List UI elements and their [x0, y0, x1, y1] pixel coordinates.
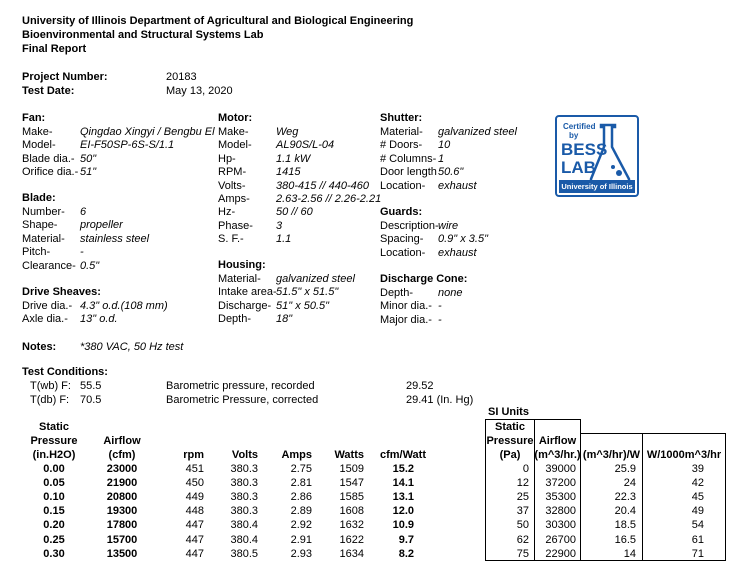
si-pressure-cell: 25 — [516, 491, 529, 504]
airflow-cell: 23000 — [106, 463, 138, 475]
static-pressure-cell: 0.25 — [43, 533, 65, 546]
th-volts: Volts — [231, 449, 258, 461]
th-cfm-per-watt: cfm/Watt — [379, 449, 426, 461]
th-si-power: W/1000m^3/hr — [646, 449, 722, 461]
notes-label: Notes: — [22, 341, 57, 353]
cfm-per-watt-cell: 8.2 — [398, 547, 414, 560]
drive-title: Drive Sheaves: — [22, 286, 101, 298]
cfm-per-watt-cell: 15.2 — [392, 463, 414, 475]
si-airflow-cell: 35300 — [545, 491, 576, 504]
shutter-value: galvanized steel — [438, 126, 517, 138]
cfm-per-watt-cell: 14.1 — [392, 477, 414, 490]
motor-title: Motor: — [218, 112, 253, 124]
fan-label: Make- — [22, 126, 53, 138]
test-conditions-title: Test Conditions: — [22, 366, 108, 378]
cone-label: Depth- — [380, 287, 414, 299]
cfm-per-watt-cell: 9.7 — [398, 533, 414, 546]
cone-value: - — [438, 300, 442, 313]
fan-label: Model- — [22, 139, 56, 152]
motor-label: Phase- — [218, 219, 253, 232]
motor-value: 1.1 kW — [276, 152, 311, 165]
th-si-airflow-1: Airflow — [538, 435, 577, 447]
volts-cell: 380.3 — [230, 505, 258, 518]
drive-label: Drive dia.- — [22, 300, 73, 312]
cfm-per-watt-cell: 12.0 — [392, 505, 414, 518]
si-airflow-cell: 30300 — [545, 519, 576, 532]
motor-label: Amps- — [218, 193, 250, 205]
th-si-static-3: (Pa) — [499, 449, 521, 461]
fan-label: Blade dia.- — [22, 152, 75, 165]
static-pressure-cell: 0.20 — [43, 519, 65, 532]
shutter-value: 10 — [438, 139, 451, 152]
fan-value: 51" — [80, 166, 97, 179]
project-number-label: Project Number: — [22, 71, 108, 83]
si-airflow-cell: 22900 — [545, 547, 576, 560]
shutter-value: 50.6" — [438, 166, 464, 179]
baro-recorded-label: Barometric pressure, recorded — [166, 380, 315, 392]
motor-label: Model- — [218, 139, 252, 152]
fan-label: Orifice dia.- — [22, 166, 79, 179]
housing-title: Housing: — [218, 259, 266, 271]
bess-lab-logo — [555, 115, 639, 197]
guards-value: exhaust — [438, 246, 477, 259]
blade-value: - — [80, 246, 84, 259]
tdb-value: 70.5 — [80, 394, 102, 406]
blade-label: Pitch- — [22, 246, 51, 259]
th-rpm: rpm — [183, 449, 204, 461]
housing-label: Material- — [218, 273, 261, 285]
guards-label: Spacing- — [380, 233, 424, 246]
si-efficiency-cell: 16.5 — [614, 533, 636, 546]
rpm-cell: 447 — [185, 533, 204, 546]
volts-cell: 380.5 — [230, 547, 258, 560]
drive-value: 4.3" o.d.(108 mm) — [80, 300, 168, 312]
amps-cell: 2.89 — [290, 505, 312, 518]
cone-value: - — [438, 313, 442, 326]
si-power-cell: 45 — [691, 491, 704, 504]
volts-cell: 380.3 — [230, 491, 258, 504]
watts-cell: 1632 — [339, 519, 364, 532]
shutter-value: 1 — [438, 152, 445, 165]
shutter-label: # Doors- — [380, 139, 423, 152]
si-efficiency-cell: 18.5 — [614, 519, 636, 532]
logo-certified: Certified — [563, 122, 596, 131]
th-amps: Amps — [281, 449, 312, 461]
si-power-cell: 54 — [691, 519, 704, 532]
th-static-1: Static — [39, 421, 69, 433]
th-airflow-1: Airflow — [103, 435, 141, 447]
logo-lab: LAB — [561, 158, 596, 177]
si-power-cell: 42 — [691, 477, 704, 490]
airflow-cell: 21900 — [106, 477, 138, 490]
rpm-cell: 450 — [185, 477, 204, 490]
volts-cell: 380.4 — [230, 533, 258, 546]
motor-label: Hp- — [218, 152, 236, 165]
th-static-2: Pressure — [30, 435, 78, 447]
baro-corrected-label: Barometric Pressure, corrected — [166, 394, 319, 406]
housing-value: 51" x 50.5" — [276, 299, 330, 312]
blade-value: propeller — [80, 219, 123, 232]
fan-value: EI-F50SP-6S-S/1.1 — [80, 139, 175, 152]
rpm-cell: 448 — [185, 505, 204, 518]
cone-label: Major dia.- — [380, 313, 432, 326]
guards-title: Guards: — [380, 206, 423, 218]
motor-value: 2.63-2.56 // 2.26-2.21 — [276, 193, 382, 205]
si-pressure-cell: 37 — [516, 505, 529, 518]
motor-value: 50 // 60 — [276, 206, 313, 219]
logo-bess: BESS — [561, 140, 608, 159]
cfm-per-watt-cell: 10.9 — [392, 519, 414, 532]
si-power-cell: 49 — [691, 505, 704, 518]
logo-by: by — [569, 131, 579, 140]
th-static-3: (in.H2O) — [32, 449, 76, 461]
rpm-cell: 449 — [185, 491, 204, 504]
test-date-label: Test Date: — [22, 85, 75, 97]
si-power-cell: 39 — [691, 463, 704, 475]
amps-cell: 2.86 — [290, 491, 312, 504]
amps-cell: 2.91 — [290, 533, 312, 546]
notes-value: *380 VAC, 50 Hz test — [80, 341, 184, 353]
logo-university: University of Illinois — [559, 180, 635, 193]
housing-value: galvanized steel — [276, 273, 355, 285]
motor-value: Weg — [276, 126, 299, 138]
test-date: May 13, 2020 — [166, 85, 233, 97]
watts-cell: 1585 — [339, 491, 364, 504]
shutter-value: exhaust — [438, 179, 477, 192]
fan-title: Fan: — [22, 112, 46, 124]
header-line-3: Final Report — [22, 43, 87, 55]
shutter-label: Material- — [380, 126, 423, 138]
tdb-label: T(db) F: — [30, 394, 70, 406]
motor-value: 380-415 // 440-460 — [276, 179, 369, 192]
si-efficiency-cell: 25.9 — [614, 463, 636, 475]
si-units-label: SI Units — [488, 406, 529, 418]
motor-value: 1.1 — [276, 233, 292, 246]
blade-label: Material- — [22, 232, 65, 245]
si-pressure-cell: 75 — [516, 547, 529, 560]
blade-value: stainless steel — [80, 232, 150, 245]
fan-value: Qingdao Xingyi / Bengbu El — [80, 126, 215, 138]
cone-value: none — [438, 287, 463, 299]
si-airflow-cell: 32800 — [545, 505, 576, 518]
motor-value: 1415 — [276, 166, 301, 179]
header-line-2: Bioenvironmental and Structural Systems Lab — [22, 29, 264, 41]
watts-cell: 1634 — [339, 547, 364, 560]
fan-value: 50" — [80, 152, 97, 165]
drive-label: Axle dia.- — [22, 313, 68, 326]
blade-title: Blade: — [22, 192, 56, 204]
housing-label: Depth- — [218, 313, 252, 326]
volts-cell: 380.3 — [230, 477, 258, 490]
baro-corrected-value: 29.41 (In. Hg) — [406, 394, 474, 406]
watts-cell: 1547 — [339, 477, 364, 490]
airflow-cell: 20800 — [106, 491, 138, 504]
volts-cell: 380.3 — [230, 463, 258, 475]
cone-title: Discharge Cone: — [380, 273, 468, 285]
si-power-cell: 61 — [691, 533, 704, 546]
si-efficiency-cell: 24 — [623, 477, 636, 490]
shutter-label: Door length — [380, 166, 437, 179]
twb-value: 55.5 — [80, 380, 102, 392]
motor-label: RPM- — [218, 166, 247, 179]
guards-value: wire — [438, 220, 459, 232]
watts-cell: 1608 — [339, 505, 364, 518]
watts-cell: 1509 — [339, 463, 364, 475]
baro-recorded-value: 29.52 — [406, 380, 434, 392]
si-pressure-cell: 0 — [522, 463, 529, 475]
shutter-title: Shutter: — [380, 112, 423, 124]
volts-cell: 380.4 — [230, 519, 258, 532]
cfm-per-watt-cell: 13.1 — [392, 491, 414, 504]
cone-label: Minor dia.- — [380, 300, 432, 313]
drive-value: 13" o.d. — [80, 313, 118, 326]
motor-label: S. F.- — [218, 233, 244, 246]
header-line-1: University of Illinois Department of Agricultural and Biological Engineering — [22, 15, 414, 27]
amps-cell: 2.92 — [290, 519, 312, 532]
rpm-cell: 447 — [185, 547, 204, 560]
th-watts: Watts — [334, 449, 364, 461]
guards-label: Description- — [380, 220, 439, 232]
th-si-airflow-2: (m^3/hr.) — [534, 449, 581, 461]
blade-value: 6 — [80, 206, 87, 218]
si-pressure-cell: 12 — [516, 477, 529, 490]
shutter-label: Location- — [380, 179, 426, 192]
si-power-cell: 71 — [691, 547, 704, 560]
amps-cell: 2.93 — [290, 547, 312, 560]
rpm-cell: 451 — [185, 463, 204, 475]
si-pressure-cell: 50 — [516, 519, 529, 532]
motor-label: Hz- — [218, 206, 236, 219]
guards-value: 0.9" x 3.5" — [438, 233, 489, 246]
motor-label: Make- — [218, 126, 249, 138]
amps-cell: 2.75 — [290, 463, 312, 475]
motor-value: AL90S/L-04 — [276, 139, 335, 152]
airflow-cell: 19300 — [106, 505, 138, 518]
static-pressure-cell: 0.10 — [43, 491, 65, 504]
blade-label: Clearance- — [22, 259, 76, 272]
th-airflow-2: (cfm) — [108, 449, 136, 461]
static-pressure-cell: 0.30 — [43, 547, 65, 560]
watts-cell: 1622 — [339, 533, 364, 546]
blade-label: Shape- — [22, 219, 58, 232]
blade-value: 0.5" — [80, 259, 100, 272]
housing-value: 18" — [276, 313, 293, 326]
static-pressure-cell: 0.00 — [43, 463, 65, 475]
shutter-label: # Columns- — [380, 152, 437, 165]
twb-label: T(wb) F: — [30, 380, 71, 392]
static-pressure-cell: 0.15 — [43, 505, 65, 518]
housing-label: Discharge- — [218, 299, 272, 312]
si-pressure-cell: 62 — [516, 533, 529, 546]
th-si-static-2: Pressure — [486, 435, 534, 447]
airflow-cell: 17800 — [106, 519, 138, 532]
blade-label: Number- — [22, 206, 65, 218]
si-efficiency-cell: 22.3 — [614, 491, 636, 504]
amps-cell: 2.81 — [290, 477, 312, 490]
housing-label: Intake area- — [218, 286, 277, 299]
si-airflow-cell: 39000 — [545, 463, 576, 475]
project-number: 20183 — [166, 71, 197, 83]
static-pressure-cell: 0.05 — [43, 477, 65, 490]
guards-label: Location- — [380, 246, 426, 259]
si-airflow-cell: 26700 — [545, 533, 576, 546]
housing-value: 51.5" x 51.5" — [276, 286, 339, 299]
si-airflow-cell: 37200 — [545, 477, 576, 490]
th-si-static-1: Static — [495, 421, 525, 433]
motor-value: 3 — [276, 219, 283, 232]
th-si-efficiency: (m^3/hr)/W — [582, 449, 641, 461]
rpm-cell: 447 — [185, 519, 204, 532]
airflow-cell: 13500 — [106, 547, 138, 560]
airflow-cell: 15700 — [106, 533, 138, 546]
si-efficiency-cell: 20.4 — [614, 505, 636, 518]
si-efficiency-cell: 14 — [623, 547, 636, 560]
motor-label: Volts- — [218, 179, 246, 192]
